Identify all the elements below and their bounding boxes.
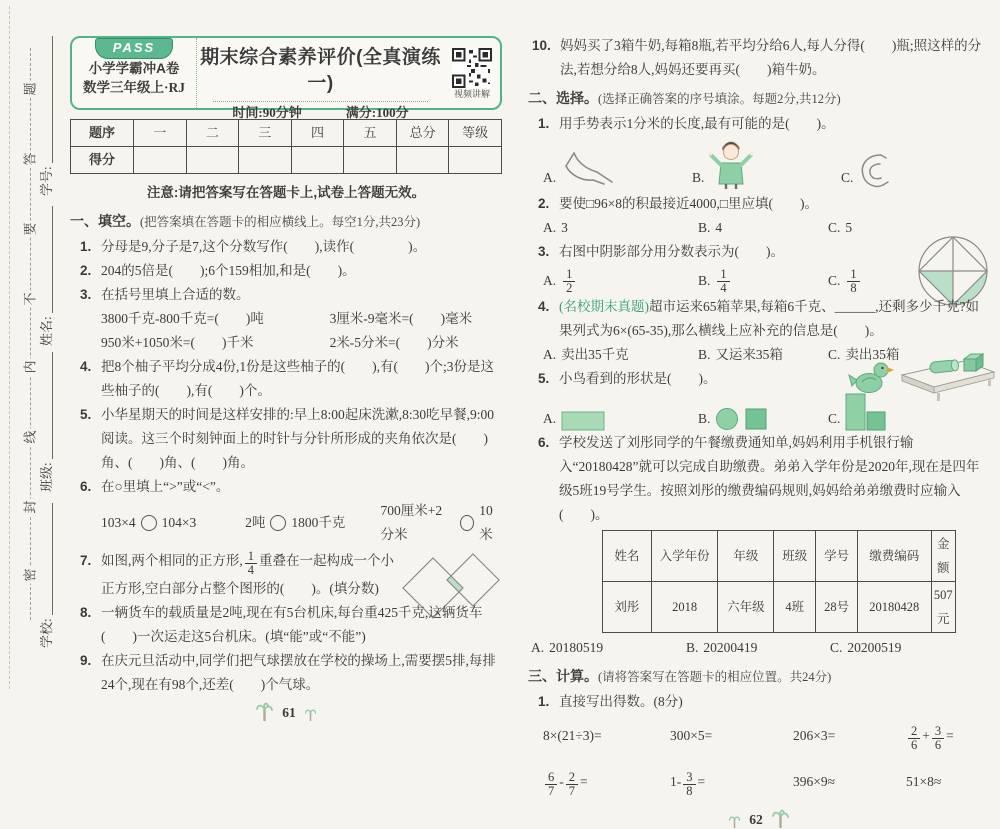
fee-cell: 28号 — [816, 582, 858, 633]
option-c — [828, 267, 862, 295]
option-value: 卖出35千克 — [561, 347, 629, 363]
option-label: C. — [828, 347, 841, 363]
write-line — [52, 503, 53, 615]
fee-header-cell: 班级 — [774, 531, 816, 582]
option-label: B. — [698, 273, 711, 289]
option-a — [543, 150, 692, 190]
fraction: $\frac{1}{2}$ — [563, 268, 575, 295]
question-text: 在庆元旦活动中,同学们把气球摆放在学校的操场上,需要摆5排,每排24个,现在有98个,还差( )个气球。 — [101, 653, 496, 693]
question-9 — [80, 649, 502, 697]
fill-item: 2米-5分米=( )分米 — [329, 335, 459, 350]
pass-logo: PASS — [95, 38, 173, 59]
question-number: 9. — [80, 653, 92, 669]
score-header-cell: 二 — [186, 120, 239, 147]
fraction: $\frac{1}{8}$ — [847, 268, 859, 295]
page-edge-dashed-line — [9, 6, 10, 689]
fill-item: 950米+1050米=( )千米 — [101, 335, 254, 350]
choice-3-block — [528, 240, 990, 295]
calc-1-title — [538, 690, 990, 714]
calc-item: 206×3= — [793, 728, 836, 744]
fee-header-cell: 缴费编码 — [858, 531, 932, 582]
write-line — [52, 206, 53, 313]
section-1-heading — [70, 209, 502, 235]
question-7 — [80, 548, 502, 601]
question-number: 4. — [538, 299, 550, 315]
option-label: A. — [531, 640, 545, 656]
calc-item: 8×(21÷3)= — [543, 728, 602, 744]
hand-span-illustration — [560, 150, 614, 190]
score-header-cell: 三 — [239, 120, 292, 147]
option-c — [830, 636, 901, 660]
fraction: $\frac{1}{4}$ — [717, 268, 729, 295]
choice-2 — [538, 192, 990, 216]
option-value: 20200419 — [703, 640, 758, 656]
arms-spread-illustration — [708, 140, 754, 190]
question-number: 5. — [80, 407, 92, 422]
question-text: 小鸟看到的形状是( )。 — [559, 371, 717, 387]
fee-header-cell: 姓名 — [603, 531, 652, 582]
write-line — [52, 352, 53, 459]
time-limit: 时间:90分钟 — [232, 105, 302, 120]
paper-title: 期末综合素养评价(全真演练一) — [200, 47, 441, 94]
left-page — [70, 36, 502, 722]
option-label: C. — [830, 640, 843, 656]
option-label: C. — [828, 220, 841, 235]
page-number: 61 — [282, 705, 296, 721]
seal-char: 不 — [20, 291, 42, 308]
compare-right: 10米 — [479, 503, 493, 542]
option-label: B. — [698, 411, 711, 427]
question-8 — [80, 601, 502, 649]
exam-source-tag: (名校期末真题) — [559, 299, 649, 315]
question-number: 8. — [80, 605, 92, 621]
student-number-label: 学号: — [39, 166, 54, 196]
fee-header-cell: 金额 — [931, 531, 955, 582]
option-value: 20200519 — [847, 640, 902, 656]
question-text: 在括号里填上合适的数。 — [101, 287, 250, 302]
fee-cell: 20180428 — [858, 582, 932, 633]
option-c — [841, 152, 990, 190]
notice: 注意:请把答案写在答题卡上,试卷上答题无效。 — [146, 185, 426, 200]
question-text: 把8个柚子平均分成4份,1份是这些柚子的( ),有( )个;3份是这些柚子的( ),有( )个。 — [101, 359, 494, 398]
question-text: 如图,两个相同的正方形, $\frac{1}{4}$ 重叠在一起构成一个小正方形,空白部分占整个图形的( )。(填分数) — [101, 548, 394, 597]
option-b — [686, 636, 830, 660]
choice-6 — [538, 431, 990, 527]
question-text: 204的5倍是( );6个159相加,和是( )。 — [101, 263, 356, 278]
question-text: 要使□96×8的积最接近4000,□里应填( )。 — [559, 196, 819, 211]
option-label: C. — [828, 273, 841, 289]
mental-math-grid — [543, 724, 990, 798]
calc-item: 51×8≈ — [906, 774, 942, 790]
choice-4 — [538, 295, 990, 343]
fee-cell: 4班 — [774, 582, 816, 633]
fraction: $\frac{2}{6}$ — [908, 725, 920, 752]
fee-table-header-row — [603, 531, 956, 582]
section-1-note: (把答案填在答题卡的相应横线上。每空1分,共23分) — [140, 215, 421, 229]
full-score: 满分:100分 — [345, 105, 409, 120]
score-cell — [134, 147, 187, 174]
sprout-icon — [729, 814, 740, 829]
choice-6-options — [531, 636, 990, 660]
option-b — [698, 216, 828, 240]
question-text: 妈妈买了3箱牛奶,每箱8瓶,若平均分给6人,每人分得( )瓶;照这样的分法,若想分给8人,妈妈还要再买( )箱牛奶。 — [560, 38, 982, 77]
comparison-item — [381, 499, 502, 547]
question-number: 5. — [538, 371, 550, 387]
choice-5-block — [528, 367, 990, 431]
compare-circle — [270, 515, 286, 531]
fraction: $\frac{3}{6}$ — [932, 725, 944, 752]
seal-dashed-line — [30, 48, 31, 620]
fee-header-cell: 学号 — [816, 531, 858, 582]
option-label: A. — [543, 220, 557, 235]
question-2 — [80, 259, 502, 283]
score-table-value-row — [71, 147, 502, 174]
option-c — [828, 216, 852, 240]
option-label: A. — [543, 273, 557, 289]
question-number: 1. — [80, 239, 92, 254]
student-number-field — [36, 36, 56, 196]
score-cell — [449, 147, 502, 174]
option-b — [692, 140, 841, 190]
compare-left: 2吨 — [245, 515, 266, 530]
option-b — [698, 267, 828, 295]
comparison-item — [101, 499, 245, 547]
question-number: 1. — [538, 694, 550, 710]
option-value — [845, 267, 861, 295]
school-label: 学校: — [39, 618, 54, 648]
sprout-icon — [305, 707, 316, 722]
score-header-cell: 题序 — [71, 120, 134, 147]
section-2-heading — [528, 86, 990, 112]
right-page — [528, 34, 990, 829]
option-a — [543, 267, 698, 295]
calc-item: $\frac{2}{6}$ + $\frac{3}{6}$ = — [906, 724, 990, 752]
option-label: A. — [543, 411, 557, 427]
option-label: B. — [692, 170, 705, 185]
option-label: A. — [543, 170, 557, 185]
fee-header-cell: 年级 — [718, 531, 774, 582]
question-text: 学校发送了刘彤同学的午餐缴费通知单,妈妈利用手机银行输入“20180428”就可以完成自助缴费。弟弟入学年份是2020年,现在是四年级5班19号学生。按照刘彤的缴费编码规则,妈妈给弟弟缴费时应输入( )。 — [559, 435, 980, 523]
section-3-note: (请将答案写在答题卡的相应位置。共24分) — [598, 670, 832, 685]
question-5 — [80, 403, 502, 475]
seal-char: 答 — [20, 151, 42, 168]
question-text: 右图中阴影部分用分数表示为( )。 — [559, 244, 784, 259]
option-a — [531, 636, 686, 660]
question-number: 3. — [538, 244, 550, 259]
option-label: B. — [698, 220, 711, 235]
fee-cell: 六年级 — [718, 582, 774, 633]
question-number: 2. — [538, 196, 550, 211]
question-number: 1. — [538, 116, 550, 131]
fraction: $\frac{1}{4}$ — [245, 550, 257, 577]
fill-item: 3800千克-800千克=( )吨 — [101, 311, 264, 326]
section-1-title: 一、填空。 — [70, 213, 140, 229]
page-number: 62 — [749, 812, 763, 828]
hand-pinch-illustration — [857, 152, 889, 190]
option-value: 卖出35箱 — [845, 347, 900, 363]
question-text: 小华星期天的时间是这样安排的:早上8:00起床洗漱,8:30吃早餐,9:00阅读。这三个时刻钟面上的时针与分针所形成的夹角依次是( )角、( )角、( )角。 — [101, 407, 495, 470]
qr-code — [452, 48, 492, 88]
option-a — [543, 216, 698, 240]
option-value — [561, 267, 577, 295]
compare-left: 103×4 — [101, 515, 136, 530]
subject-title: 数学三年级上·RJ — [82, 80, 185, 95]
option-label: B. — [686, 640, 699, 656]
question-number: 6. — [80, 479, 92, 494]
score-header-cell: 四 — [291, 120, 344, 147]
seal-char: 内 — [20, 359, 42, 376]
calc-item: 300×5= — [670, 728, 713, 744]
comparison-item — [245, 499, 380, 547]
palm-icon — [772, 808, 789, 829]
option-value: 又运来35箱 — [715, 347, 783, 363]
option-label: B. — [698, 347, 711, 363]
brand-block — [72, 38, 197, 108]
fee-cell: 507元 — [931, 582, 955, 633]
left-page-footer — [70, 701, 502, 722]
fill-item: 3厘米-9毫米=( )毫米 — [329, 311, 473, 326]
question-number: 2. — [80, 263, 92, 278]
question-text: 一辆货车的载质量是2吨,现在有5台机床,每台重425千克,这辆货车( )一次运走这5台机床。(填“能”或“不能”) — [101, 605, 483, 645]
calc-item: 396×9≈ — [793, 774, 836, 790]
question-6 — [80, 475, 502, 499]
score-header-cell: 等级 — [449, 120, 502, 147]
option-value: 3 — [561, 220, 568, 235]
question-text: 超市运来65箱苹果,每箱6千克、______,还剩多少千克?如果列式为6×(65-35),那么横线上应补充的信息是( )。 — [559, 299, 979, 339]
calc-item: $\frac{6}{7}$ - $\frac{2}{7}$ = — [543, 770, 670, 798]
option-label: C. — [841, 170, 854, 185]
option-label: C. — [828, 411, 841, 427]
question-3-rows — [101, 307, 502, 355]
section-2-note: (选择正确答案的序号填涂。每题2分,共12分) — [598, 92, 841, 106]
option-value: 5 — [845, 220, 853, 235]
option-b — [698, 407, 828, 431]
fraction: $\frac{6}{7}$ — [545, 771, 557, 798]
question-text: 分母是9,分子是7,这个分数写作( ),读作( )。 — [101, 239, 427, 254]
option-a — [543, 407, 698, 431]
option-value: 4 — [715, 220, 723, 235]
section-3-heading — [528, 664, 990, 690]
write-line — [52, 36, 53, 163]
option-a — [543, 343, 698, 367]
question-number: 4. — [80, 359, 92, 374]
class-field — [36, 352, 56, 492]
question-number: 10. — [532, 38, 551, 53]
qr-caption: 视频讲解 — [453, 88, 490, 99]
fee-table-value-row — [603, 582, 956, 633]
score-table — [70, 119, 502, 174]
paper-title-block — [197, 38, 444, 120]
compare-right: 1800千克 — [291, 515, 346, 530]
fee-cell: 2018 — [651, 582, 718, 633]
name-label: 姓名: — [39, 316, 54, 346]
seal-char: 题 — [20, 81, 42, 98]
choice-1-options — [543, 140, 990, 190]
class-label: 班级: — [39, 462, 54, 492]
option-value — [715, 267, 731, 295]
question-6-comparisons — [101, 499, 502, 547]
option-value: 20180519 — [549, 640, 604, 656]
option-label: A. — [543, 347, 557, 363]
section-3-title: 三、计算。 — [528, 668, 598, 685]
option-b — [698, 343, 828, 367]
seal-char: 线 — [20, 429, 42, 446]
section-2-title: 二、选择。 — [528, 90, 598, 106]
name-field — [36, 206, 56, 346]
fraction: $\frac{2}{7}$ — [566, 771, 578, 798]
question-text: 直接写出得数。(8分) — [559, 694, 683, 710]
fraction: $\frac{3}{8}$ — [683, 771, 695, 798]
question-number: 3. — [80, 287, 92, 302]
score-header-cell: 总分 — [396, 120, 449, 147]
question-3 — [80, 283, 502, 307]
question-number: 6. — [538, 435, 550, 451]
score-cell — [186, 147, 239, 174]
question-text: 在○里填上“>”或“<”。 — [101, 479, 230, 494]
fee-table — [602, 530, 956, 633]
series-title: 小学学霸冲A卷 — [88, 61, 180, 76]
fee-cell: 刘彤 — [603, 582, 652, 633]
bird-and-table-illustration — [844, 345, 996, 403]
compare-circle — [460, 515, 474, 531]
seal-char: 密 — [20, 567, 42, 584]
fee-header-cell: 入学年份 — [651, 531, 718, 582]
palm-icon — [256, 701, 273, 722]
score-cell — [291, 147, 344, 174]
question-text: 用手势表示1分米的长度,最有可能的是( )。 — [559, 116, 835, 131]
school-field — [36, 503, 56, 648]
seal-char: 要 — [20, 221, 42, 238]
wide-rectangle-shape — [561, 411, 605, 431]
score-cell — [396, 147, 449, 174]
circle-and-square-shape — [715, 407, 769, 431]
compare-left: 700厘米+2分米 — [380, 503, 443, 542]
paper-header — [70, 36, 502, 120]
question-10 — [532, 34, 990, 82]
score-header-cell: 五 — [344, 120, 397, 147]
score-header-cell: 一 — [134, 120, 187, 147]
qr-block — [444, 38, 500, 108]
score-cell — [239, 147, 292, 174]
question-4 — [80, 355, 502, 403]
compare-right: 104×3 — [161, 515, 197, 530]
compare-circle — [141, 515, 157, 531]
question-1 — [80, 235, 502, 259]
calc-item: 1- $\frac{3}{8}$ = — [670, 770, 706, 799]
score-cell — [344, 147, 397, 174]
choice-1 — [538, 112, 990, 136]
score-label-cell: 得分 — [71, 147, 134, 174]
right-page-footer — [528, 808, 990, 829]
seal-char: 封 — [20, 499, 42, 516]
question-number: 7. — [80, 553, 92, 568]
